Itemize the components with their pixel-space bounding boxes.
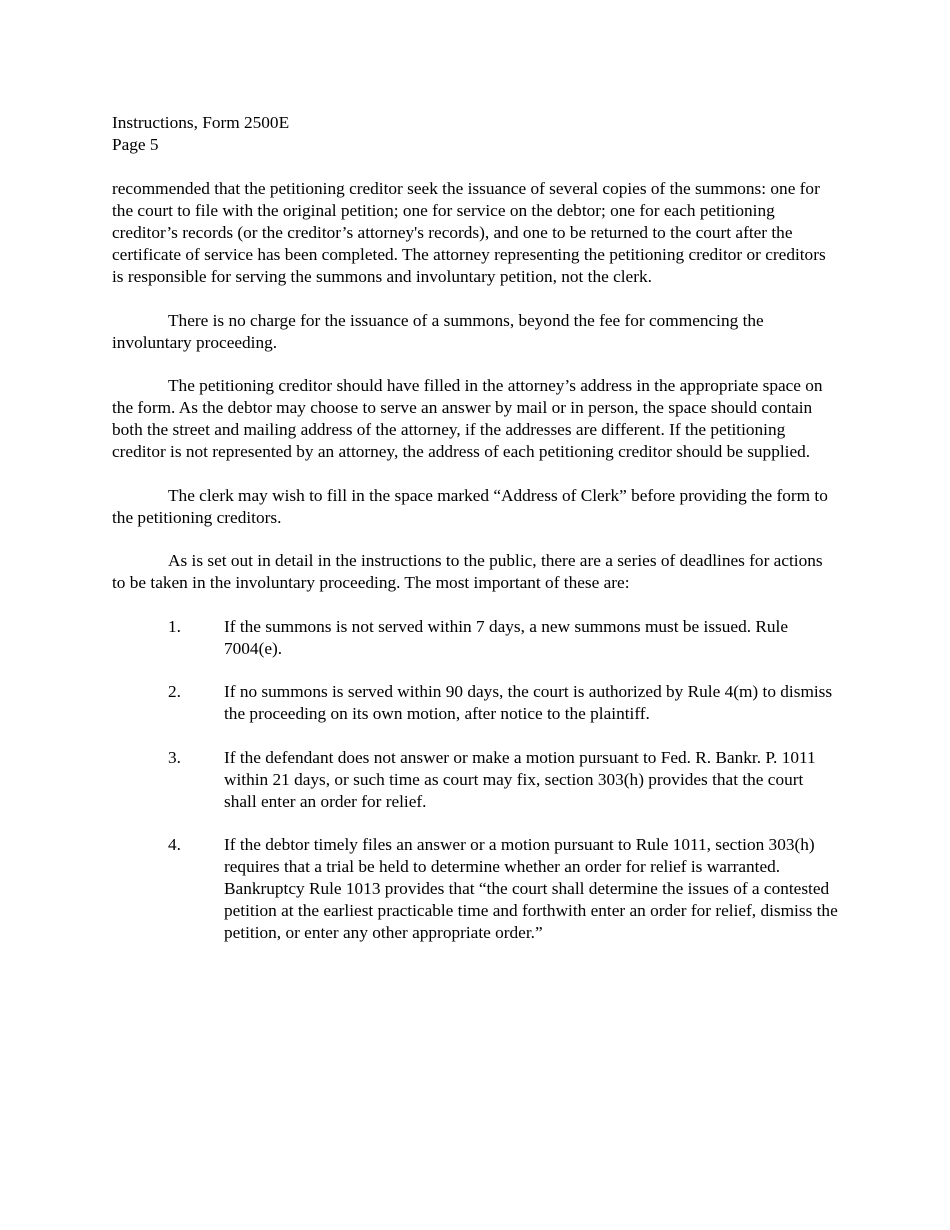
paragraph-no-charge: There is no charge for the issuance of a summons, beyond the fee for commencing the involuntary proceeding.: [112, 310, 764, 352]
list-item: [112, 747, 840, 813]
list-item-text: If the defendant does not answer or make a motion pursuant to Fed. R. Bankr. P. 1011 within 21 days, or such time as court may fix, section 303(h) provides that the court shall enter an order for relief.: [224, 747, 816, 811]
page-header: [112, 112, 840, 156]
list-item-number: 3.: [168, 747, 181, 767]
paragraph-summons-copies: recommended that the petitioning creditor seek the issuance of several copies of the summons: one for the court to file with the original petition; one for service on the debtor; one for each petitioning creditor’s records (or the creditor’s attorney's records), and one to be returned to the court after the certificate of service has been completed. The attorney representing the petitioning creditor or creditors is responsible for serving the summons and involuntary petition, not the clerk.: [112, 179, 826, 286]
list-item-number: 4.: [168, 835, 181, 854]
list-item-number: 1.: [168, 616, 181, 636]
page-number: Page 5: [112, 135, 159, 154]
list-item: [112, 681, 840, 725]
paragraph-deadlines-intro: As is set out in detail in the instructions to the public, there are a series of deadlines for actions to be taken in the involuntary proceeding. The most important of these are:: [112, 551, 823, 592]
list-item-text: If no summons is served within 90 days, the court is authorized by Rule 4(m) to dismiss the proceeding on its own motion, after notice to the plaintiff.: [224, 682, 833, 723]
list-item: [112, 834, 840, 944]
list-item: [112, 616, 840, 660]
form-title: Instructions, Form 2500E: [112, 113, 290, 132]
document-page: [112, 112, 840, 966]
list-item-text: If the debtor timely files an answer or a motion pursuant to Rule 1011, section 303(h) requires that a trial be held to determine whether an order for relief is warranted. Bankruptcy Rule 1013 provides that “the court shall determine the issues of a contested petition at the earliest practicable time and forthwith enter an order for relief, dismiss the petition, or enter any other appropriate order.”: [224, 835, 838, 942]
deadlines-list: [112, 616, 840, 945]
paragraph-attorney-address: The petitioning creditor should have filled in the attorney’s address in the appropriate space on the form. As the debtor may choose to serve an answer by mail or in person, the space should contain both the street and mailing address of the attorney, if the addresses are different. If the petitioning creditor is not represented by an attorney, the address of each petitioning creditor should be supplied.: [112, 376, 823, 461]
list-item-text: If the summons is not served within 7 days, a new summons must be issued. Rule 7004(e).: [224, 616, 788, 658]
list-item-number: 2.: [168, 682, 181, 701]
paragraph-address-of-clerk: The clerk may wish to fill in the space marked “Address of Clerk” before providing the form to the petitioning creditors.: [112, 485, 828, 527]
